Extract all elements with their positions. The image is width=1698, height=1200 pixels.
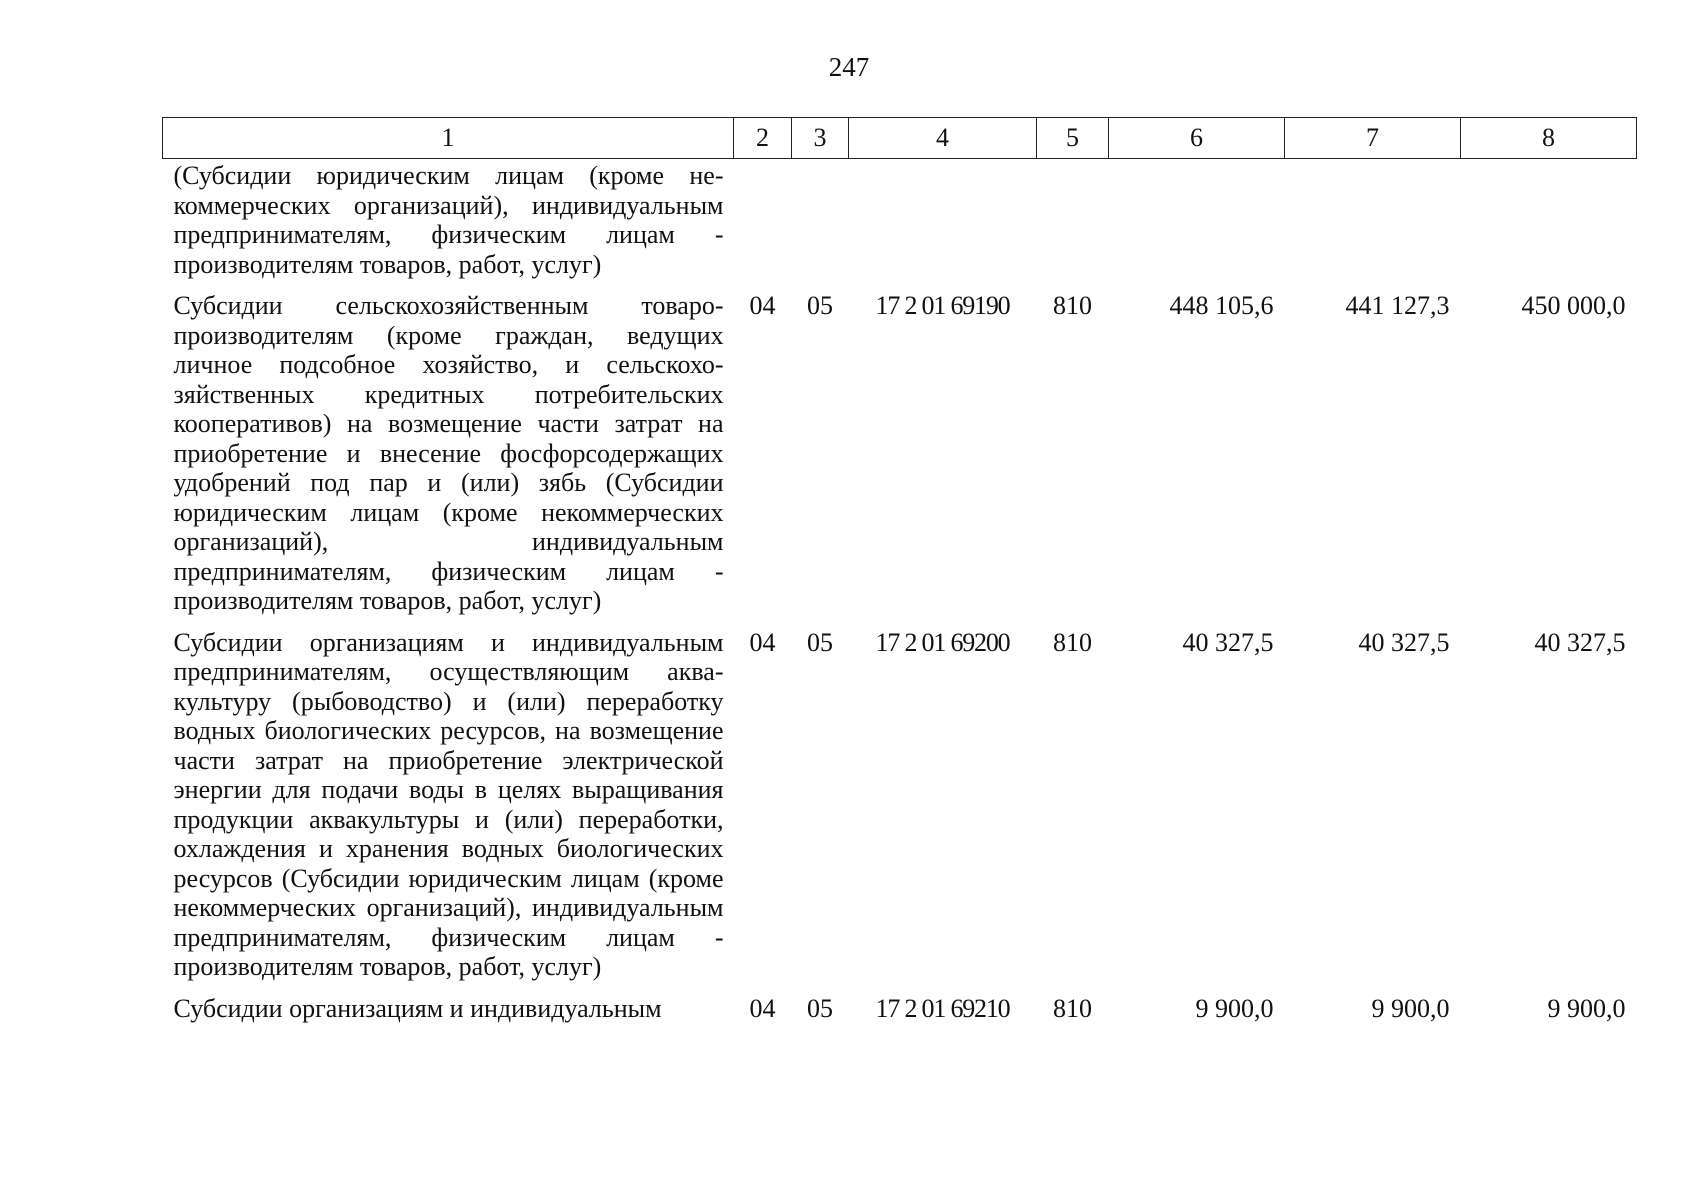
row-section: 04 (749, 291, 776, 320)
row-amount-year-2: 441 127,3 (1345, 291, 1450, 320)
row-amount-year-3: 40 327,5 (1534, 627, 1626, 657)
column-header-2: 2 (734, 118, 792, 159)
row-expense-type: 810 (1053, 627, 1092, 657)
row-section (734, 159, 792, 292)
row-amount-year-3 (1461, 159, 1637, 292)
column-header-7: 7 (1285, 118, 1461, 159)
column-header-3: 3 (792, 118, 849, 159)
row-description: Субсидии организациям и индивидуальным (173, 993, 662, 1023)
column-header-6: 6 (1109, 118, 1285, 159)
row-target-article: 17 2 01 69210 (875, 993, 1010, 1023)
row-target-article (849, 159, 1037, 292)
row-amount-year-1 (1109, 159, 1285, 292)
table-row (163, 159, 1637, 292)
table-row (163, 994, 1637, 1036)
table-header (163, 118, 1637, 159)
column-header-1: 1 (163, 118, 734, 159)
row-expense-type: 810 (1053, 291, 1092, 320)
column-header-8: 8 (1461, 118, 1637, 159)
row-amount-year-1: 40 327,5 (1182, 627, 1274, 657)
row-amount-year-2: 40 327,5 (1358, 627, 1450, 657)
row-subsection: 05 (807, 993, 833, 1023)
table-body (163, 159, 1637, 1036)
row-description: Субсидии организациям и индивидуальным предпринимателям, осуществляющим аквакультуру (рыбоводство) и (или) переработку водных биологических ресурсов, на возмещение части затрат на приобретение электрической энергии для подачи воды в целях выращивания продукции аквакультуры и (или) переработки, охлаждения и хранения водных биологических ресурсов (Субсидии юридическим лицам (кроме некоммерческих организаций), индивидуальным предпринимателям, физическим лицам - производителям товаров, работ, услуг) (173, 627, 724, 981)
table-row (163, 291, 1637, 628)
row-expense-type (1037, 159, 1109, 292)
row-description: Субсидии сельскохозяйственным товаропроизводителям (кроме граждан, ведущих личное подсобное хозяйство, и сельскохозяйственных кредитных потребительских кооперативов) на возмещение части затрат на приобретение и внесение фосфорсодержащих удобрений под пар и (или) зябь (Субсидии юридическим лицам (кроме некоммерческих организаций), индивидуальным предпринимателям, физическим лицам - производителям товаров, работ, услуг) (173, 291, 724, 615)
row-description: (Субсидии юридическим лицам (кроме некоммерческих организаций), индивидуальным предпринимателям, физическим лицам - производителям товаров, работ, услуг) (173, 161, 724, 279)
row-amount-year-3: 9 900,0 (1547, 993, 1626, 1023)
row-amount-year-1: 448 105,6 (1169, 291, 1274, 320)
column-header-5: 5 (1037, 118, 1109, 159)
row-target-article: 17 2 01 69200 (875, 627, 1010, 657)
row-target-article: 17 2 01 69190 (875, 291, 1010, 320)
row-subsection: 05 (807, 291, 833, 320)
row-expense-type: 810 (1053, 993, 1092, 1023)
row-amount-year-1: 9 900,0 (1195, 993, 1274, 1023)
row-amount-year-2 (1285, 159, 1461, 292)
row-section: 04 (749, 993, 776, 1023)
row-subsection: 05 (807, 627, 833, 657)
row-subsection (792, 159, 849, 292)
page-number: 247 (828, 52, 870, 82)
row-amount-year-2: 9 900,0 (1371, 993, 1450, 1023)
row-section: 04 (749, 627, 776, 657)
table-row (163, 628, 1637, 994)
row-amount-year-3: 450 000,0 (1521, 291, 1626, 320)
header-row (163, 118, 1637, 159)
column-header-4: 4 (849, 118, 1037, 159)
budget-table (162, 117, 1637, 1035)
